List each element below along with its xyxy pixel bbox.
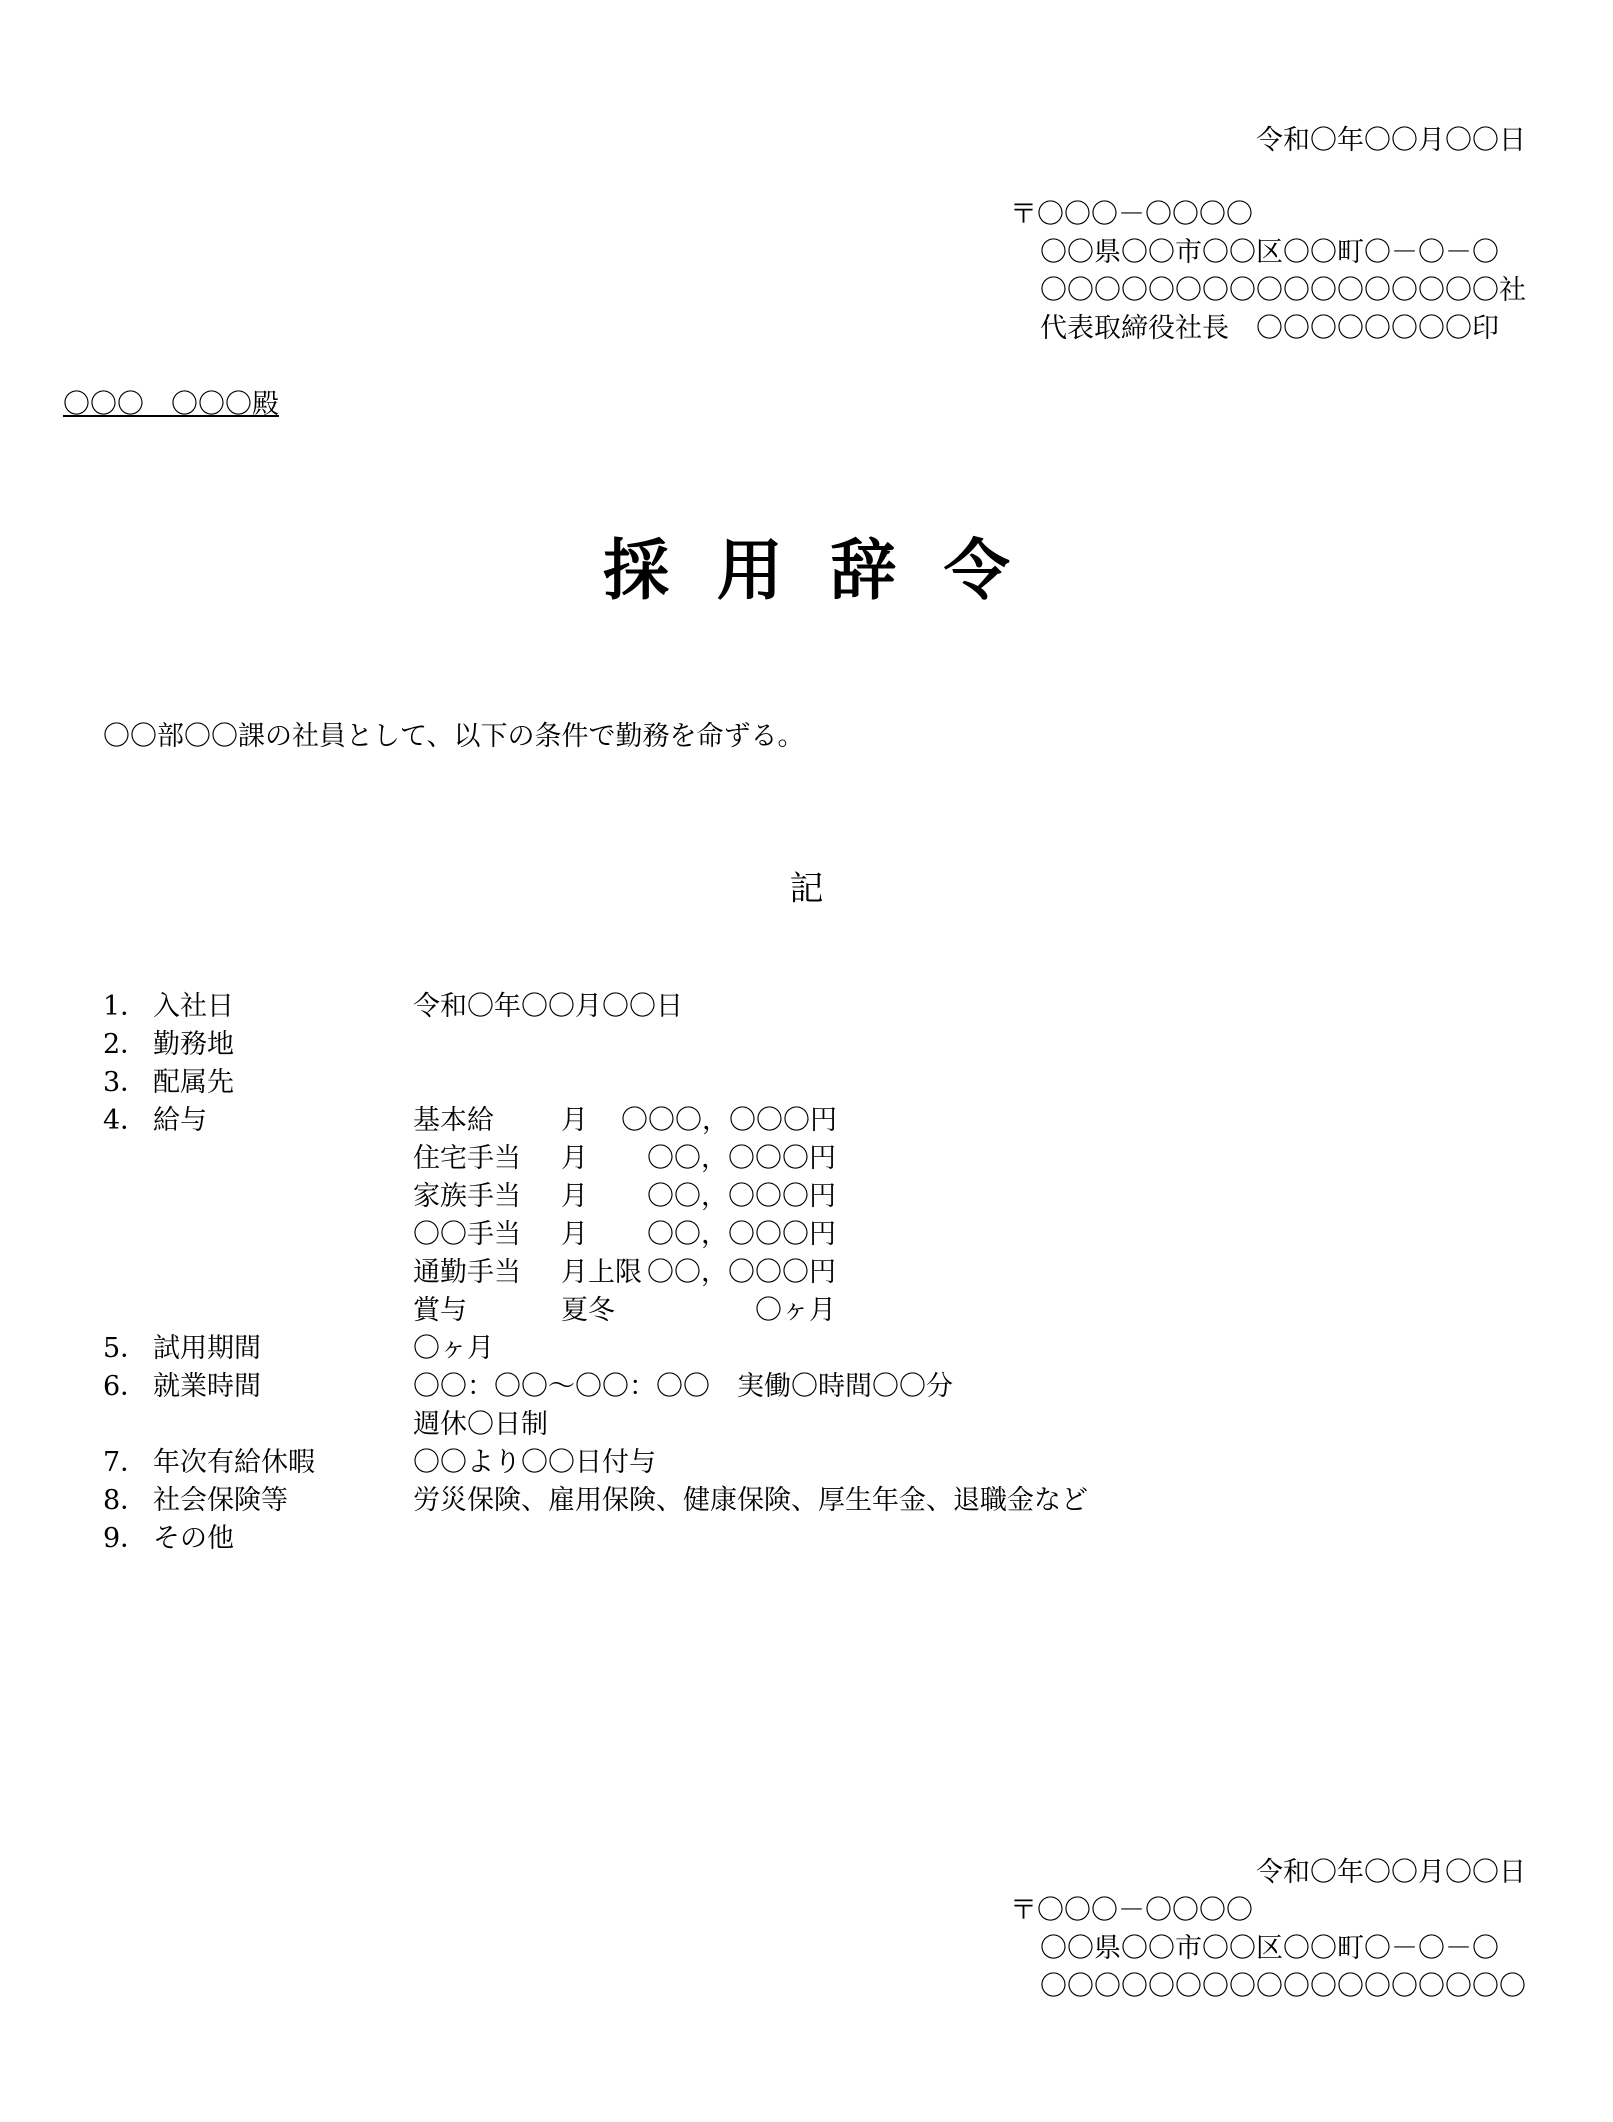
item-number: 7． — [103, 1447, 148, 1478]
item-label: 年次有給休暇 — [153, 1447, 315, 1478]
item-value: 〇〇：〇〇～〇〇：〇〇 実働〇時間〇〇分 — [413, 1371, 953, 1402]
issuer-address: 〇〇県〇〇市〇〇区〇〇町〇－〇－〇 — [1040, 237, 1499, 268]
footer-address: 〇〇県〇〇市〇〇区〇〇町〇－〇－〇 — [1040, 1933, 1499, 1964]
conditions-list — [103, 988, 1403, 1558]
list-item-continued — [103, 1406, 1403, 1444]
salary-unit: 月 — [561, 1105, 588, 1136]
list-item — [103, 988, 1403, 1026]
document-title: 採用辞令 — [603, 531, 1058, 609]
item-label: 社会保険等 — [153, 1485, 288, 1516]
list-item — [103, 1368, 1403, 1406]
salary-amount: 〇〇，〇〇〇円 — [647, 1219, 836, 1250]
salary-amount: 〇〇，〇〇〇円 — [647, 1257, 836, 1288]
item-number: 5． — [103, 1333, 148, 1364]
footer-company: 〇〇〇〇〇〇〇〇〇〇〇〇〇〇〇〇〇〇 — [1040, 1971, 1526, 2002]
footer-date: 令和〇年〇〇月〇〇日 — [1256, 1857, 1526, 1888]
salary-unit: 月 — [561, 1181, 588, 1212]
item-number: 4． — [103, 1105, 148, 1136]
item-value — [413, 1520, 1403, 1558]
item-number: 3． — [103, 1067, 148, 1098]
salary-row — [413, 1102, 1403, 1140]
item-number: 8． — [103, 1485, 148, 1516]
item-value: 労災保険、雇用保険、健康保険、厚生年金、退職金など — [413, 1485, 1088, 1516]
salary-amount: 〇〇，〇〇〇円 — [647, 1143, 836, 1174]
salary-row — [413, 1254, 1403, 1292]
item-value: 週休〇日制 — [413, 1409, 548, 1440]
salary-unit: 夏冬 — [561, 1295, 615, 1326]
issue-date: 令和〇年〇〇月〇〇日 — [1256, 125, 1526, 156]
salary-name: 住宅手当 — [413, 1143, 521, 1174]
item-label: 試用期間 — [153, 1333, 261, 1364]
salary-amount: 〇〇，〇〇〇円 — [647, 1181, 836, 1212]
item-value: 〇ヶ月 — [413, 1333, 494, 1364]
salary-line — [103, 1178, 1403, 1216]
ki-heading: 記 — [789, 869, 824, 909]
item-label: 給与 — [153, 1105, 207, 1136]
salary-name: 基本給 — [413, 1105, 494, 1136]
item-label: 勤務地 — [153, 1029, 234, 1060]
item-number — [103, 1406, 153, 1444]
footer-postal-code: 〒〇〇〇－〇〇〇〇 — [1010, 1895, 1253, 1926]
list-item — [103, 1482, 1403, 1520]
salary-row — [413, 1178, 1403, 1216]
list-item — [103, 1520, 1403, 1558]
salary-line — [103, 1216, 1403, 1254]
list-item — [103, 1444, 1403, 1482]
item-label: 入社日 — [153, 991, 234, 1022]
list-item — [103, 1330, 1403, 1368]
intro-text: 〇〇部〇〇課の社員として、以下の条件で勤務を命ずる。 — [103, 721, 805, 752]
item-number: 9． — [103, 1523, 148, 1554]
item-value: 〇〇より〇〇日付与 — [413, 1447, 656, 1478]
item-label: 配属先 — [153, 1067, 234, 1098]
item-value — [413, 1064, 1403, 1102]
item-label — [153, 1406, 413, 1444]
recipient-name: 〇〇〇 〇〇〇殿 — [63, 389, 279, 420]
salary-line — [103, 1292, 1403, 1330]
item-value — [413, 1026, 1403, 1064]
list-item-salary — [103, 1102, 1403, 1140]
salary-amount: 〇〇〇，〇〇〇円 — [621, 1105, 837, 1136]
salary-name: 通勤手当 — [413, 1257, 521, 1288]
footer-address-block — [1010, 1892, 1530, 2006]
salary-unit: 月 — [561, 1219, 588, 1250]
salary-unit: 月上限 — [561, 1257, 642, 1288]
item-number: 1． — [103, 991, 148, 1022]
item-number: 2． — [103, 1029, 148, 1060]
item-label: 就業時間 — [153, 1371, 261, 1402]
salary-name: 賞与 — [413, 1295, 467, 1326]
item-number: 6． — [103, 1371, 148, 1402]
salary-line — [103, 1140, 1403, 1178]
list-item — [103, 1026, 1403, 1064]
issuer-address-block — [1010, 196, 1530, 348]
issuer-postal-code: 〒〇〇〇－〇〇〇〇 — [1010, 199, 1253, 230]
salary-unit: 月 — [561, 1143, 588, 1174]
salary-row — [413, 1140, 1403, 1178]
salary-name: 〇〇手当 — [413, 1219, 521, 1250]
issuer-company: 〇〇〇〇〇〇〇〇〇〇〇〇〇〇〇〇〇社 — [1040, 275, 1526, 306]
salary-amount: 〇ヶ月 — [755, 1295, 836, 1326]
issuer-representative: 代表取締役社長 〇〇〇〇〇〇〇〇印 — [1040, 313, 1499, 344]
salary-line — [103, 1254, 1403, 1292]
salary-row — [413, 1216, 1403, 1254]
item-value: 令和〇年〇〇月〇〇日 — [413, 991, 683, 1022]
item-label: その他 — [153, 1523, 234, 1554]
list-item — [103, 1064, 1403, 1102]
salary-row — [413, 1292, 1403, 1330]
salary-name: 家族手当 — [413, 1181, 521, 1212]
